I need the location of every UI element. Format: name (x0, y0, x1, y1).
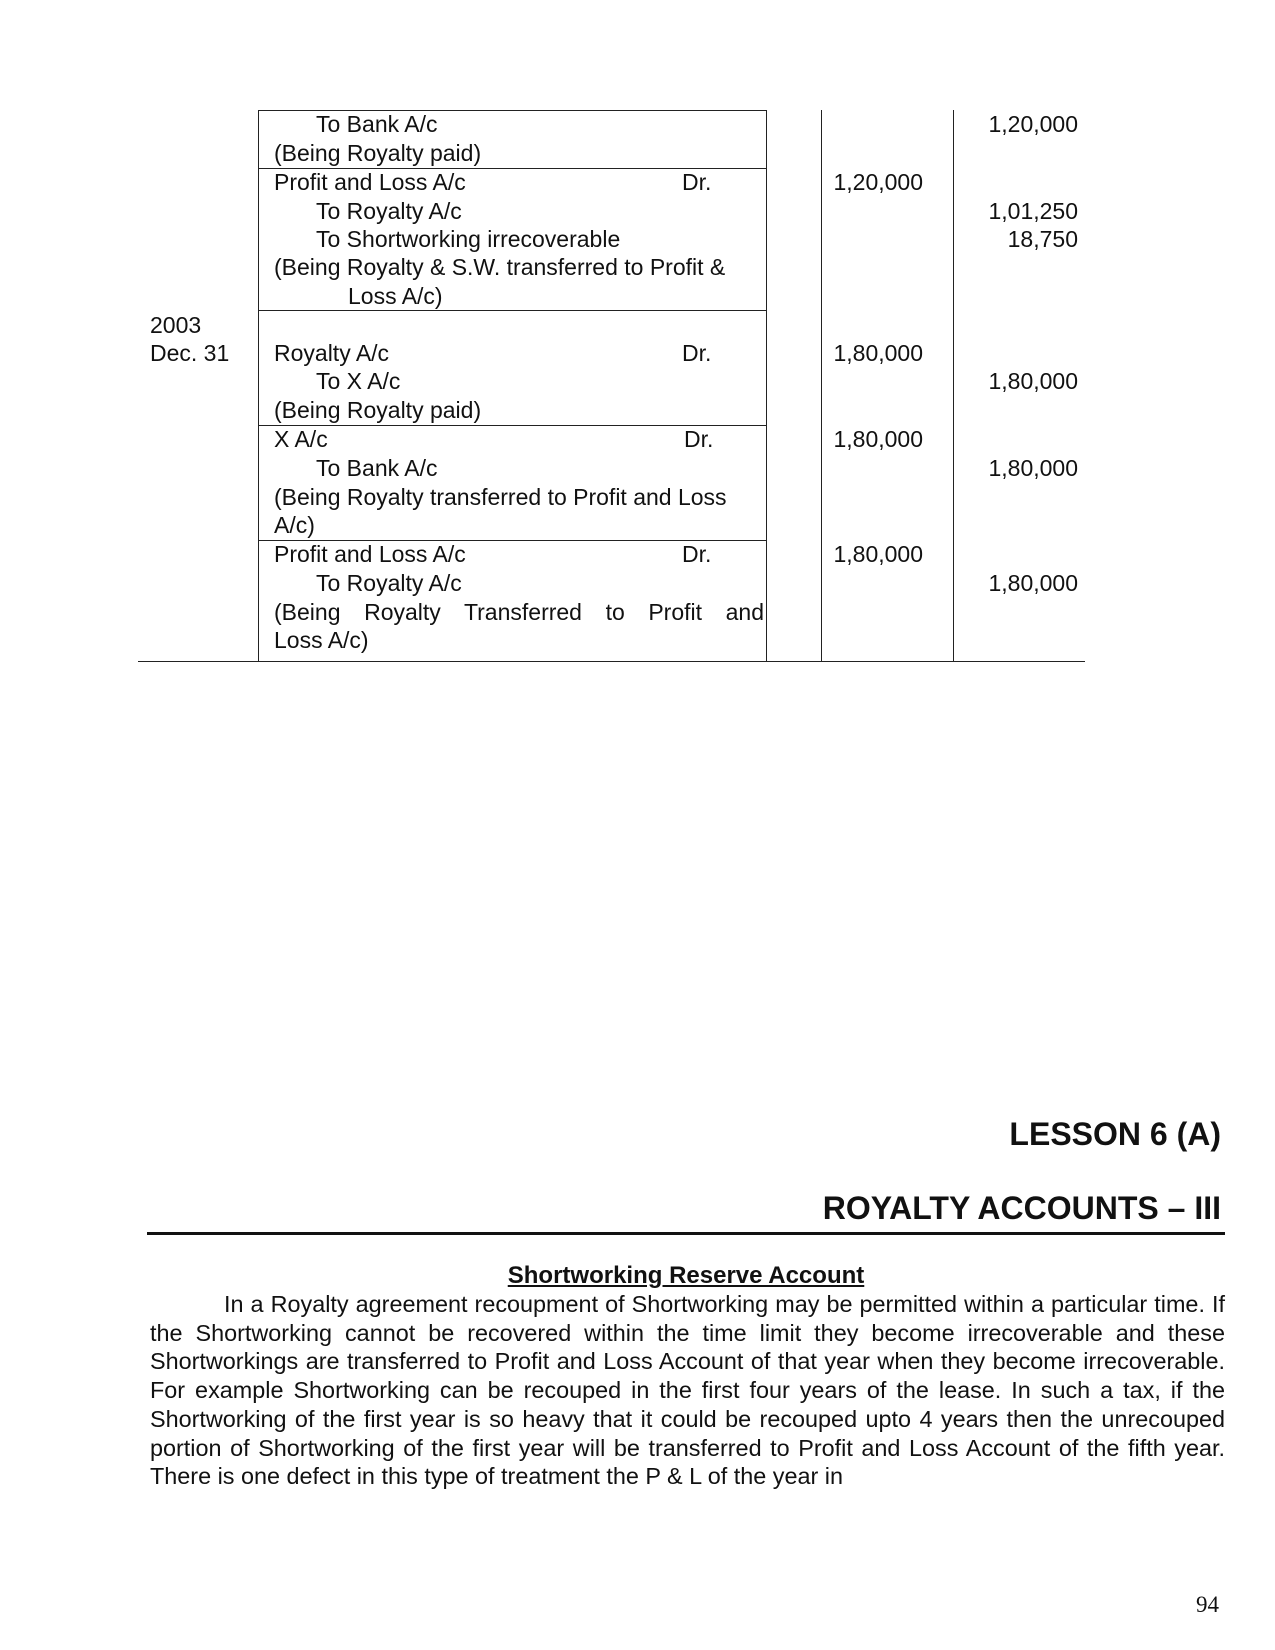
particulars-line: Royalty A/c (274, 340, 390, 366)
credit-amount: 1,80,000 (988, 368, 1078, 394)
debit-amount: 1,80,000 (833, 340, 923, 366)
debit-amount: 1,80,000 (833, 541, 923, 567)
particulars-line: To Bank A/c (316, 111, 438, 137)
dr-marker: Dr. (684, 426, 714, 452)
table-bottom-rule (138, 661, 1085, 662)
particulars-line: X A/c (274, 426, 328, 452)
column-rule-lf-left (766, 110, 767, 662)
particulars-line: Profit and Loss A/c (274, 169, 466, 195)
date-year: 2003 (150, 312, 202, 338)
particulars-line: To Bank A/c (316, 455, 438, 481)
journal-table (138, 110, 1085, 662)
body-paragraph-text: In a Royalty agreement recoupment of Shortworking may be permitted within a particular time. If the Shortworking cannot be recovered within the time limit they become irrecoverable and these Shortworkings are transferred to Profit and Loss Account of that year when they become irrecoverable. For example Shortworking can be recouped in the first four years of the lease. In such a tax, if the Shortworking of the first year is so heavy that it could be recouped upto 4 years then the unrecouped portion of Shortworking of the first year will be transferred to Profit and Loss Account of the fifth year. There is one defect in this type of treatment the P & L of the year in (150, 1291, 1225, 1490)
narration-line: (Being Royalty paid) (274, 140, 482, 166)
row-rule (258, 310, 766, 311)
narration-line: A/c) (274, 512, 315, 538)
body-paragraph (150, 1290, 1225, 1491)
particulars-line: To Shortworking irrecoverable (316, 226, 621, 252)
page-number: 94 (1196, 1592, 1219, 1617)
dr-marker: Dr. (682, 541, 712, 567)
title-rule (147, 1232, 1225, 1235)
date-day: Dec. 31 (150, 340, 230, 366)
particulars-line: To Royalty A/c (316, 570, 462, 596)
dr-marker: Dr. (682, 169, 712, 195)
credit-amount: 18,750 (1007, 226, 1078, 252)
chapter-title: ROYALTY ACCOUNTS – III (822, 1190, 1221, 1226)
column-rule-date (258, 110, 259, 662)
credit-amount: 1,01,250 (988, 198, 1078, 224)
debit-amount: 1,80,000 (833, 426, 923, 452)
lesson-number: LESSON 6 (A) (1009, 1116, 1221, 1152)
narration-line: (Being Royalty transferred to Profit and Loss (274, 484, 727, 510)
debit-amount: 1,20,000 (833, 169, 923, 195)
narration-line: (Being Royalty Transferred to Profit and (274, 599, 764, 625)
narration-line: (Being Royalty & S.W. transferred to Profit & (274, 254, 726, 280)
section-heading: Shortworking Reserve Account (507, 1262, 865, 1289)
credit-amount: 1,80,000 (988, 570, 1078, 596)
particulars-line: To X A/c (316, 368, 401, 394)
credit-amount: 1,20,000 (988, 111, 1078, 137)
narration-line: Loss A/c) (348, 283, 443, 309)
credit-amount: 1,80,000 (988, 455, 1078, 481)
narration-line: Loss A/c) (274, 627, 369, 653)
particulars-line: Profit and Loss A/c (274, 541, 466, 567)
particulars-line: To Royalty A/c (316, 198, 462, 224)
narration-line: (Being Royalty paid) (274, 397, 482, 423)
dr-marker: Dr. (682, 340, 712, 366)
